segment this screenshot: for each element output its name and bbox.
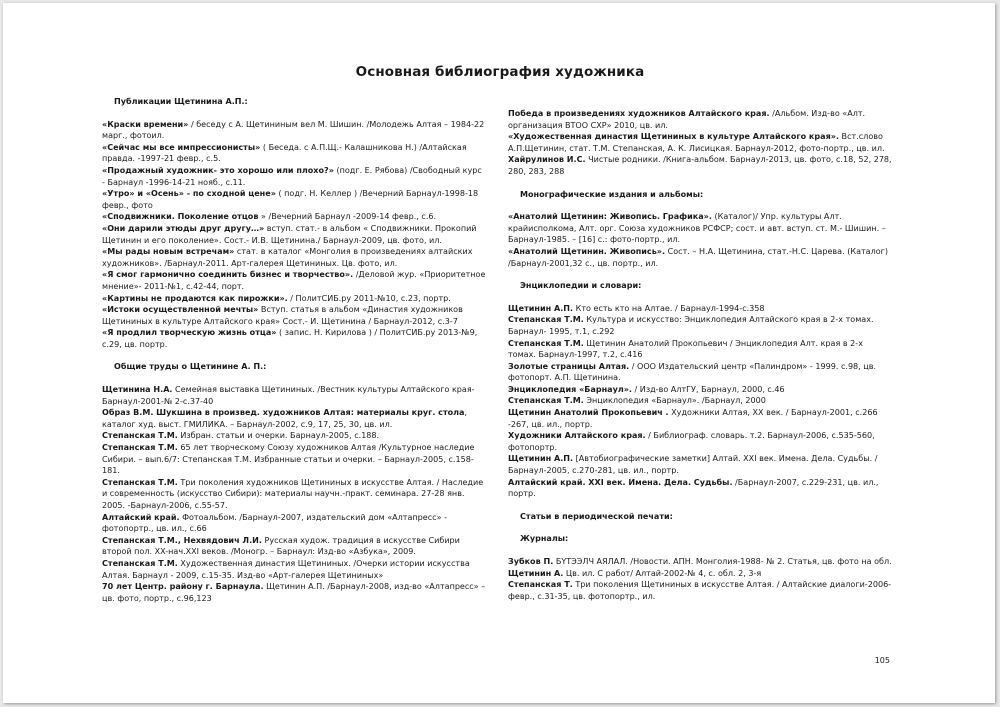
monographs-list [508, 211, 892, 269]
entry-author-title: Степанская Т.М. [102, 477, 178, 487]
entry-author-title: Степанская Т.М. [102, 431, 178, 441]
bibliography-entry [508, 407, 892, 430]
entry-details: Русская худож. традиция в искусстве Сибири второй пол. XX-нач.XXI веков. /Моногр. – Барнаул: Изд-во «Азбука», 2009. [102, 535, 460, 557]
entry-author-title: Щетинин Анатолий Прокопьевич . [508, 408, 669, 418]
entry-details: / беседу с А. Щетининым вел М. Шишин. /Молодежь Алтая – 1984-22 марг., фотоил. [102, 119, 485, 141]
bibliography-entry [102, 430, 487, 442]
entry-author-title: «Сейчас мы все импрессионисты» [102, 142, 261, 152]
bibliography-entry [102, 304, 487, 327]
journals-list [508, 556, 892, 602]
entry-author-title: Степанская Т.М. [508, 338, 584, 348]
entry-details: Семейная выставка Щетининых. /Вестник культуры Алтайского края- Барнаул-2001-№ 2-с.37-40 [102, 385, 475, 406]
entry-author-title: Алтайский край. [102, 512, 180, 522]
bibliography-entry [508, 477, 892, 500]
entry-author-title: Энциклопедия «Барнаул». [508, 384, 632, 394]
publications-list [102, 119, 487, 351]
bibliography-entry [508, 154, 892, 177]
bibliography-entry [102, 246, 487, 269]
bibliography-entry [102, 119, 487, 142]
entry-details: » /Вечерний Барнаул -2009-14 февр., с.6. [258, 212, 437, 222]
entry-author-title: Победа в произведениях художников Алтайского края. [508, 109, 770, 118]
entry-author-title: «Я смог гармонично соединить бизнес и творчество». [102, 270, 354, 280]
entry-author-title: Образ В.М. Шукшина в произвед. художников Алтая: материалы круг. стола [102, 408, 465, 418]
entry-details: стат. в каталог «Монголия в произведениях алтайских художников». /Барнаул-2011. Арт-галерея Щетининых. Цв. фото, ил. [102, 247, 473, 268]
bibliography-entry [508, 568, 892, 580]
left-column [102, 96, 487, 604]
entry-details: Чистые родники. /Книга-альбом. Барнаул-2013, цв. фото, с.18, 52, 278, 280, 283, 288 [508, 155, 892, 176]
entry-author-title: Зубков П. [508, 557, 554, 566]
bibliography-entry [508, 131, 892, 154]
entry-author-title: Щетинин А. [508, 568, 564, 578]
entry-details: / ПолитСИБ.ру 2011-№10, с.23, портр. [287, 293, 451, 303]
entry-details: Культура и искусство: Энциклопедия Алтайского края в 2-х томах. Барнаул- 1995, т.1, с.292 [508, 315, 874, 336]
bibliography-entry [508, 395, 892, 407]
entry-author-title: Алтайский край. XXI век. Имена. Дела. Судьбы. [508, 477, 733, 487]
entry-author-title: «Картины не продаются как пирожки». [102, 293, 288, 303]
bibliography-entry [102, 512, 487, 535]
entry-author-title: Степанская Т.М. [102, 443, 178, 453]
bibliography-entry [102, 477, 487, 512]
entry-author-title: Степанская Т.М. [508, 315, 584, 325]
entry-author-title: Щетинин А.П. [508, 454, 574, 464]
entry-details: [Автобиографические заметки] Алтай. XXI век. Имена. Дела. Судьбы. / Барнаул-2005, с.270-281, цв. ил., портр. [508, 454, 878, 476]
entry-details: вступ. стат.- в альбом « Сподвижники. Прокопий Щетинин и его поколение». Сост.- И.В. Щетинина./ Барнаул-2009, цв. фото, ил. [102, 223, 477, 245]
bibliography-entry [102, 581, 487, 604]
entry-details: /Альбом. Изд-во «Алт. организация ВТОО СХР» 2010, цв. ил. [508, 109, 866, 130]
bibliography-entry [102, 165, 487, 188]
entry-details: / Изд-во АлтГУ, Барнаул, 2000, с.46 [631, 384, 785, 394]
entry-author-title: Степанская Т.М. [102, 558, 178, 568]
entry-author-title: Художники Алтайского края. [508, 431, 646, 441]
bibliography-entry [508, 579, 892, 602]
entry-details: Кто есть кто на Алтае. / Барнаул-1994-с.358 [573, 303, 765, 313]
entry-author-title: «Продажный художник- это хорошо или плохо?» [102, 165, 334, 175]
entry-author-title: «Анатолий Щетинин: Живопись. Графика». [508, 212, 712, 222]
entry-details: Энциклопедия «Барнаул». /Барнаул, 2000 [583, 396, 766, 406]
entry-details: 65 лет творческому Союзу художников Алтая /Культурное наследие Сибири. – вып.6/7: Степанская Т.М. Избранные статьи и очерки. – Барнаул-2005, с.158-181. [102, 443, 475, 476]
bibliography-entry [102, 384, 487, 407]
entry-details: Три поколения Щетининых в искусстве Алтая. / Алтайские диалоги-2006-февр., с.31-35, цв. фотопортр., ил. [508, 580, 892, 601]
bibliography-entry [102, 442, 487, 477]
entry-details: Три поколения художников Щетининых в искусстве Алтая. / Наследие и современность (искусство Сибири): материалы научн.-практ. семинара. 27-28 янв. 2005. -Барнаул-2006, с.55-57. [102, 477, 484, 510]
entry-author-title: «Утро» и «Осень» - по сходной цене» [102, 189, 276, 199]
entry-details: Фотоальбом. /Барнаул-2007, издательский дом «Алтапресс» - фотопортр., цв. ил., с.66 [102, 512, 447, 534]
entry-details: Сост. – Н.А. Щетинина, стат.-Н.С. Царева. (Каталог) /Барнаул-2001,32 с., цв. портр., ил. [508, 246, 889, 268]
bibliography-entry [102, 188, 487, 211]
section-heading-general-works: Общие труды о Щетинине А. П.: [114, 362, 267, 372]
bibliography-entry [508, 338, 892, 361]
entry-details: / Библиограф. словарь. т.2. Барнаул-2006, с.535-560, фотопортр. [508, 431, 875, 452]
entry-details: (подг. Е. Рябова) /Свободный курс - Барнаул -1996-14-21 нояб., с.11. [102, 165, 482, 187]
entry-details: ( подг. Н. Келлер ) /Вечерний Барнаул-1998-18 февр., фото [102, 189, 479, 210]
bibliography-entry [102, 327, 487, 350]
entry-author-title: «Я продлил творческую жизнь отца» [102, 328, 277, 338]
entry-details: Вст.слово А.П.Щетинин, стат. Т.М. Степанская, А. К. Лисицкая. Барнаул-2012, фото-портр., цв. ил. [508, 132, 885, 153]
section-heading-monographs: Монографические издания и альбомы: [520, 189, 704, 199]
entry-details: ( Беседа. с А.П.Щ.- Калашникова Н.) /Алтайская правда. -1997-21 февр., с.5. [102, 142, 467, 164]
bibliography-entry [102, 535, 487, 558]
section-heading-periodicals: Статьи в периодической печати: [520, 511, 673, 521]
entry-details: , каталог худ. выст. ГМИЛИКА. – Барнаул-2002, с.9, 17, 25, 30, цв. ил. [102, 408, 468, 429]
bibliography-entry [508, 384, 892, 396]
entry-details: ( запис. Н. Кирилова ) / ПолитСИБ.ру 2013-№9, с.29, цв. портр. [102, 328, 478, 349]
entry-details: /Деловой жур. «Приоритетное мнение»- 2011-№1, с.42-44, порт. [102, 270, 486, 291]
entry-author-title: 70 лет Центр. району г. Барнаула. [102, 582, 264, 592]
bibliography-entry [102, 142, 487, 165]
section-heading-journals: Журналы: [520, 534, 569, 544]
bibliography-entry [102, 211, 487, 223]
entry-details: (Каталог)/ Упр. культуры Алт. крайисполкома, Алт. орг. Союза художников РСФСР; сост. и авт. вступ. ст. М.- Шишин. – Барнаул-1985. – [16] с.: фото-портр., ил. [508, 212, 886, 245]
entry-author-title: Степанская Т.М. [508, 396, 584, 406]
page-title: Основная библиография художника [355, 64, 645, 80]
entry-details: Щетинин А.П. /Барнаул-2008, изд-во «Алтапресс» – цв. фото, портр., с.96,123 [102, 582, 486, 603]
entry-author-title: «Художественная династия Щетининых в культуре Алтайского края». [508, 132, 839, 142]
bibliography-entry [508, 211, 892, 246]
general-works-continued-list [508, 108, 892, 178]
entry-details: БҮТЭЭЛЧ АЯЛАЛ. /Новости. АПН. Монголия-1988- № 2. Статья, цв. фото на обл. [553, 557, 892, 566]
entry-details: Цв. ил. С работ/ Алтай-2002-№ 4, с. обл. 2, 3-я [563, 568, 762, 578]
entry-author-title: «Истоки осуществленной мечты» [102, 305, 259, 315]
entry-details: Щетинин Анатолий Прокопьевич / Энциклопедия Алт. края в 2-х томах. Барнаул-1997, т.2, с.416 [508, 338, 863, 360]
bibliography-entry [102, 293, 487, 305]
entry-author-title: Степанская Т. [508, 580, 573, 590]
entry-author-title: «Краски времени» [102, 119, 189, 129]
entry-author-title: «Анатолий Щетинин. Живопись». [508, 246, 666, 256]
section-heading-publications: Публикации Щетинина А.П.: [114, 97, 248, 106]
entry-details: Художники Алтая, XX век. / Барнаул-2001, с.266 -267, цв. ил., портр. [508, 408, 878, 429]
entry-details: / ООО Издательский центр «Палиндром» - 1999. с.98, цв. фотопорт. А.П. Щетинина. [508, 361, 877, 383]
entry-author-title: Хайрулинов И.С. [508, 155, 586, 165]
bibliography-entry [102, 407, 487, 430]
bibliography-entry [508, 430, 892, 453]
entry-author-title: Степанская Т.М., Нехвядович Л.И. [102, 535, 262, 545]
bibliography-entry [508, 246, 892, 269]
page-number: 105 [874, 656, 890, 665]
bibliography-entry [102, 269, 487, 292]
bibliography-entry [508, 314, 892, 337]
entry-author-title: «Они дарили этюды друг другу…» [102, 223, 265, 233]
bibliography-entry [508, 361, 892, 384]
encyclopedias-list [508, 303, 892, 500]
entry-author-title: «Сподвижники. Поколение отцов [102, 212, 259, 222]
general-works-list [102, 384, 487, 604]
entry-author-title: Щетинина Н.А. [102, 385, 173, 395]
entry-author-title: «Мы рады новым встречам» [102, 247, 235, 257]
section-heading-encyclopedias: Энциклопедии и словари: [520, 281, 642, 291]
bibliography-entry [102, 223, 487, 246]
bibliography-entry [508, 556, 892, 568]
entry-details: Вступ. статья в альбом «Династия художников Щетининых в культуре Алтайского края» Сост.- И. Щетинина / Барнаул-2012, с.3-7 [102, 305, 463, 326]
entry-details: /Барнаул-2007, с.229-231, цв. ил., портр. [508, 477, 879, 499]
entry-author-title: Щетинин А.П. [508, 303, 574, 313]
bibliography-entry [508, 303, 892, 315]
entry-author-title: Золотые страницы Алтая. [508, 361, 630, 371]
entry-details: Художественная династия Щетининых. /Очерки истории искусства Алтая. Барнаул - 2009, с.15-35. Изд-во «Арт-галерея Щетининых» [102, 558, 470, 580]
bibliography-entry [508, 453, 892, 476]
entry-details: Избран. статьи и очерки. Барнаул-2005, с.188. [177, 431, 380, 441]
right-column [508, 108, 892, 602]
bibliography-entry [508, 108, 892, 131]
bibliography-entry [102, 558, 487, 581]
